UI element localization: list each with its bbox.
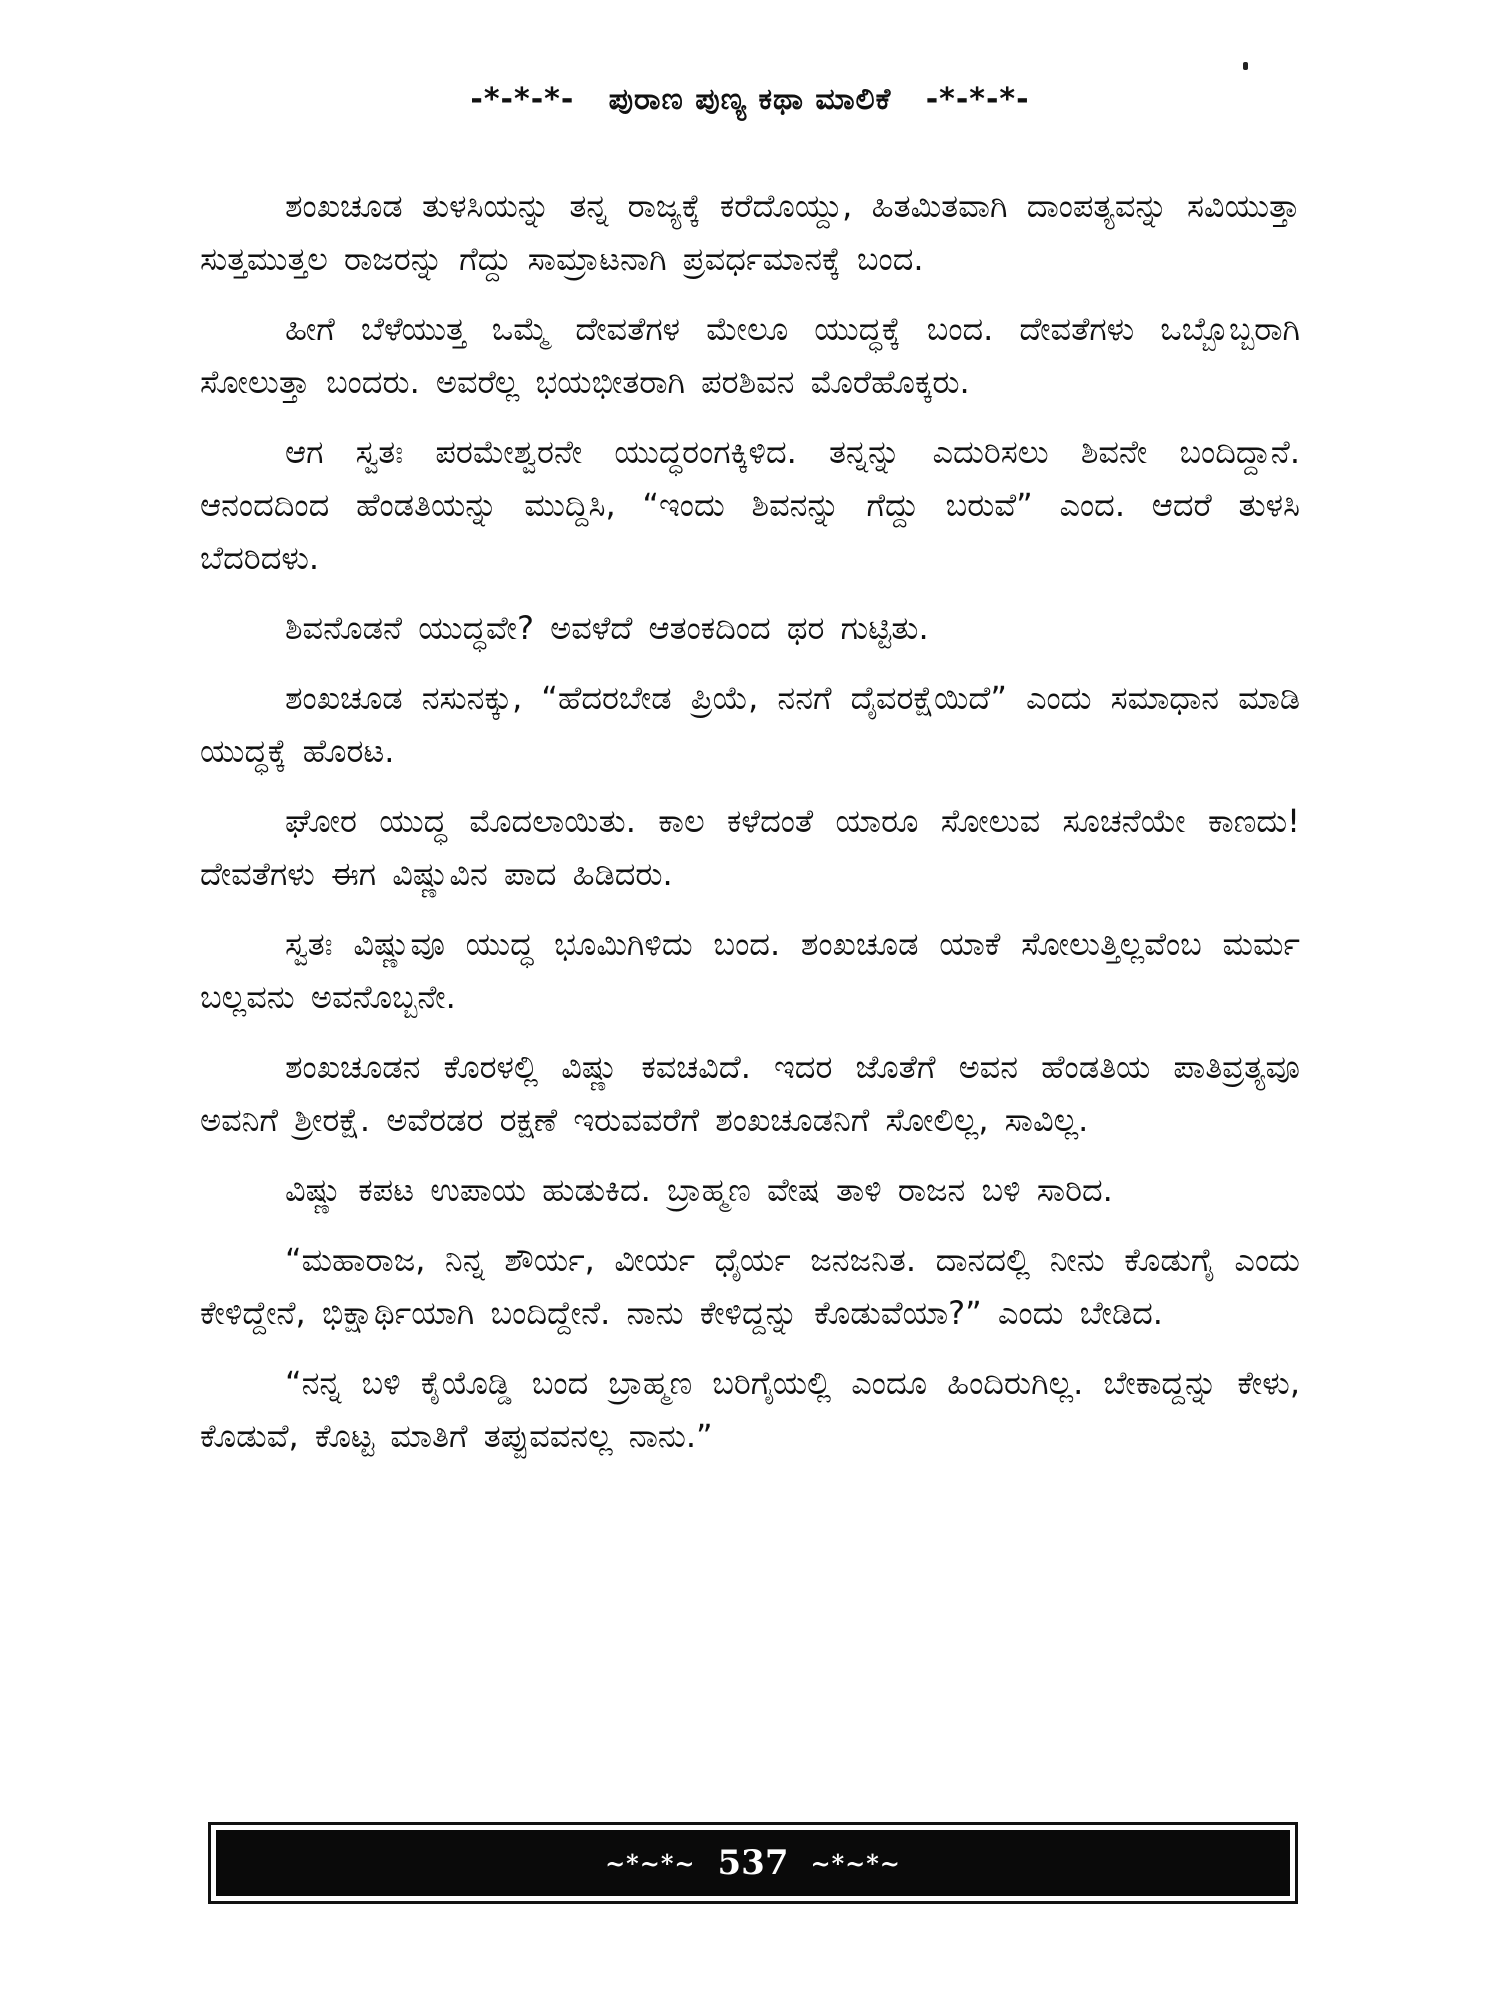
page-footer [208, 1822, 1298, 1904]
paragraph: ವಿಷ್ಣು ಕಪಟ ಉಪಾಯ ಹುಡುಕಿದ. ಬ್ರಾಹ್ಮಣ ವೇಷ ತಾಳಿ ರಾಜನ ಬಳಿ ಸಾರಿದ. [285, 1171, 1113, 1209]
paragraph: ಶಂಖಚೂಡ ನಸುನಕ್ಕು, “ಹೆದರಬೇಡ ಪ್ರಿಯೆ, ನನಗೆ ದೈವರಕ್ಷೆಯಿದೆ” ಎಂದು ಸಮಾಧಾನ ಮಾಡಿ ಯುದ್ಧಕ್ಕೆ ಹೊರಟ. [200, 679, 1300, 770]
paragraph: “ನನ್ನ ಬಳಿ ಕೈಯೊಡ್ಡಿ ಬಂದ ಬ್ರಾಹ್ಮಣ ಬರಿಗೈಯಲ್ಲಿ ಎಂದೂ ಹಿಂದಿರುಗಿಲ್ಲ. ಬೇಕಾದ್ದನ್ನು ಕೇಳು, ಕೊಡುವೆ, ಕೊಟ್ಟ ಮಾತಿಗೆ ತಪ್ಪುವವನಲ್ಲ ನಾನು.” [200, 1364, 1300, 1455]
paragraph: ಶಿವನೊಡನೆ ಯುದ್ಧವೇ? ಅವಳೆದೆ ಆತಂಕದಿಂದ ಥರ ಗುಟ್ಟಿತು. [285, 609, 929, 647]
footer-band [216, 1830, 1290, 1896]
paragraph: ಆಗ ಸ್ವತಃ ಪರಮೇಶ್ವರನೇ ಯುದ್ಧರಂಗಕ್ಕಿಳಿದ. ತನ್ನನ್ನು ಎದುರಿಸಲು ಶಿವನೇ ಬಂದಿದ್ದಾನೆ. ಆನಂದದಿಂದ ಹೆಂಡತಿಯನ್ನು ಮುದ್ದಿಸಿ, “ಇಂದು ಶಿವನನ್ನು ಗೆದ್ದು ಬರುವೆ” ಎಂದ. ಆದರೆ ತುಳಸಿ ಬೆದರಿದಳು. [200, 433, 1300, 577]
footer-decoration-left: ~*~*~ [605, 1848, 696, 1878]
paragraph: ಘೋರ ಯುದ್ಧ ಮೊದಲಾಯಿತು. ಕಾಲ ಕಳೆದಂತೆ ಯಾರೂ ಸೋಲುವ ಸೂಚನೆಯೇ ಕಾಣದು! ದೇವತೆಗಳು ಈಗ ವಿಷ್ಣುವಿನ ಪಾದ ಹಿಡಿದರು. [200, 802, 1300, 893]
header-decoration-right: -*-*-*- [925, 82, 1030, 117]
stray-mark [1243, 62, 1248, 70]
page-number: 537 [717, 1843, 789, 1883]
paragraph: ಶಂಖಚೂಡನ ಕೊರಳಲ್ಲಿ ವಿಷ್ಣು ಕವಚವಿದೆ. ಇದರ ಜೊತೆಗೆ ಅವನ ಹೆಂಡತಿಯ ಪಾತಿವ್ರತ್ಯವೂ ಅವನಿಗೆ ಶ್ರೀರಕ್ಷೆ. ಅವೆರಡರ ರಕ್ಷಣೆ ಇರುವವರೆಗೆ ಶಂಖಚೂಡನಿಗೆ ಸೋಲಿಲ್ಲ, ಸಾವಿಲ್ಲ. [200, 1048, 1300, 1139]
paragraph: ಹೀಗೆ ಬೆಳೆಯುತ್ತ ಒಮ್ಮೆ ದೇವತೆಗಳ ಮೇಲೂ ಯುದ್ಧಕ್ಕೆ ಬಂದ. ದೇವತೆಗಳು ಒಬ್ಬೊಬ್ಬರಾಗಿ ಸೋಲುತ್ತಾ ಬಂದರು. ಅವರೆಲ್ಲ ಭಯಭೀತರಾಗಿ ಪರಶಿವನ ಮೊರೆಹೊಕ್ಕರು. [200, 310, 1300, 401]
footer-decoration-right: ~*~*~ [810, 1848, 901, 1878]
header-title: ಪುರಾಣ ಪುಣ್ಯ ಕಥಾ ಮಾಲಿಕೆ [608, 82, 892, 117]
paragraph: “ಮಹಾರಾಜ, ನಿನ್ನ ಶೌರ್ಯ, ವೀರ್ಯ ಧೈರ್ಯ ಜನಜನಿತ. ದಾನದಲ್ಲಿ ನೀನು ಕೊಡುಗೈ ಎಂದು ಕೇಳಿದ್ದೇನೆ, ಭಿಕ್ಷಾರ್ಥಿಯಾಗಿ ಬಂದಿದ್ದೇನೆ. ನಾನು ಕೇಳಿದ್ದನ್ನು ಕೊಡುವೆಯಾ?” ಎಂದು ಬೇಡಿದ. [200, 1241, 1300, 1332]
body-text [200, 180, 1300, 1480]
paragraph: ಶಂಖಚೂಡ ತುಳಸಿಯನ್ನು ತನ್ನ ರಾಜ್ಯಕ್ಕೆ ಕರೆದೊಯ್ದು, ಹಿತಮಿತವಾಗಿ ದಾಂಪತ್ಯವನ್ನು ಸವಿಯುತ್ತಾ ಸುತ್ತಮುತ್ತಲ ರಾಜರನ್ನು ಗೆದ್ದು ಸಾಮ್ರಾಟನಾಗಿ ಪ್ರವರ್ಧಮಾನಕ್ಕೆ ಬಂದ. [200, 187, 1300, 278]
header-decoration-left: -*-*-*- [470, 82, 575, 117]
paragraph: ಸ್ವತಃ ವಿಷ್ಣುವೂ ಯುದ್ಧ ಭೂಮಿಗಿಳಿದು ಬಂದ. ಶಂಖಚೂಡ ಯಾಕೆ ಸೋಲುತ್ತಿಲ್ಲವೆಂಬ ಮರ್ಮ ಬಲ್ಲವನು ಅವನೊಬ್ಬನೇ. [200, 925, 1300, 1016]
running-header [0, 82, 1500, 117]
